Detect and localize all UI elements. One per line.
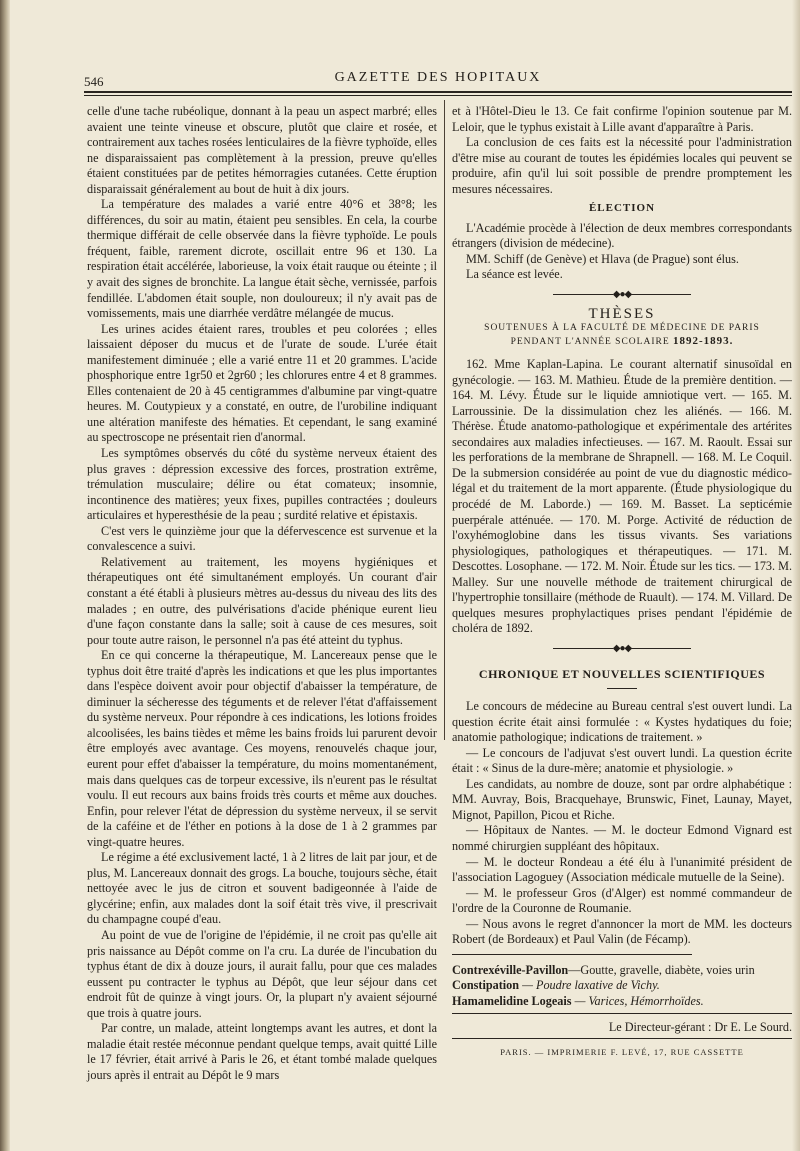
paragraph: Les urines acides étaient rares, troubles et peu colorées ; elles laissaient déposer du mucus et de l'urate de soude. L'urée était manifestement diminuée ; elle a varié entre 11 et 20 grammes. L'acide phosphorique entre 1gr50 et 2gr60 ; les chlorures entre 4 et 8 grammes. Elles contenaient de 20 à 45 centigrammes d'albumine par vingt-quatre heures. M. Coutурieux y a constaté, en outre, de l'urobiline indiquant une altération manifeste des hématies. Et cependant, le sang examiné au spectroscope ne présentait rien d'anormal.	[87, 321, 437, 445]
theses-title: THÈSES	[588, 305, 656, 322]
right-column	[452, 104, 792, 1061]
advertisements	[452, 963, 792, 1010]
paragraph: celle d'une tache rubéolique, donnant à la peau un aspect marbré; elles avaient une teinte vineuse et obscure, plutôt que claire et rosée, et contrairement aux taches rosées lenticulaires de la fièvre typhoïde, elles ne disparaissaient pas complètement à la pression, preuve qu'elles étaient constituées par de petites hémorragies cutanées. Cette éruption disparaissait généralement au bout de huit à dix jours.	[87, 104, 437, 196]
ad-name: Contrexéville-Pavillon	[452, 962, 569, 977]
ad-name: Hamamelidine Logeais	[452, 993, 572, 1008]
paragraph: — M. le professeur Gros (d'Alger) est nommé commandeur de l'ordre de la Couronne de Roumanie.	[452, 885, 792, 916]
paragraph: — Nous avons le regret d'annoncer la mort de MM. les docteurs Robert (de Bordeaux) et Paul Valin (de Fécamp).	[452, 916, 792, 947]
paragraph: Au point de vue de l'origine de l'épidémie, il ne croit pas qu'elle ait pris naissance au Dépôt comme on l'a cru. La durée de l'incubation du typhus étant de dix à douze jours, il aurait fallu, pour que ces malades eussent pu contracter le typhus au Dépôt, que leur séjour dans cet endroit fût de quinze à vingt jours. Or, la plupart n'y avaient séjourné que trois à quatre jours.	[87, 927, 437, 1020]
footer-rule	[452, 1013, 792, 1014]
paragraph: — M. le docteur Rondeau a été élu à l'unanimité président de l'association Lagoguey (Association médicale mutuelle de la Seine).	[452, 854, 792, 885]
title-rule	[607, 688, 637, 689]
director-rule	[452, 1038, 792, 1039]
paragraph: L'Académie procède à l'élection de deux membres correspondants étrangers (division de médecine).	[452, 220, 792, 251]
paragraph: Par contre, un malade, atteint longtemps avant les autres, et dont la maladie était restée méconnue pendant quelque temps, avait quitté Lille le 17 février, était arrivé à Paris le 26, et étant tombé malade quelques jours après il entrait au Dépôt le 9 mars	[87, 1021, 437, 1082]
paragraph: — Hôpitaux de Nantes. — M. le docteur Edmond Vignard est nommé chirurgien suppléant des hôpitaux.	[452, 823, 792, 853]
paragraph: Le régime a été exclusivement lacté, 1 à 2 litres de lait par jour, et de plus, M. Lancereaux donnait des grogs. La bouche, toujours sèche, était nettoyée avec le jus de citron et souvent badigeonnée à l'aide de glycérine; enfin, aux malades dont la soif était très vive, il prescrivait du champagne coupé d'eau.	[87, 850, 437, 927]
election-heading: ÉLECTION	[588, 202, 656, 215]
theses-subtitle-line2	[452, 335, 792, 349]
paragraph: La séance est levée.	[466, 267, 563, 282]
page-edge	[792, 0, 800, 1151]
ad-text: —Goutte, gravelle, diabète, voies urin	[568, 962, 755, 977]
theses-list: 162. Mme Kaplan-Lapina. Le courant alternatif sinusoïdal en gynécologie. — 163. M. Mathieu. Étude de la première dentition. — 164. M. Lévy. Étude sur le liquide amniotique vert. — 165. M. Larroussinie. De la dissimulation chez les aliénés. — 166. M. Thérèse. Étude anatomo-pathologique et expérimentale des artérites secondaires aux maladies infectieuses. — 167. M. Raoult. Essai sur les perforations de la membrane de Shrapnell. — 168. M. Le Coquil. De la submersion considérée au point de vue du diagnostic médico-légal et du traitement de la mort apparente. (Étude physiologique du procédé de M. Laborde.) — 169. M. Basset. La septicémie puerpérale atténuée. — 170. M. Porge. Activité de réduction de l'oxyhémoglobine dans les tissus vivants. Ses variations physiologiques, pathologiques et thérapeutiques. — 171. M. Descottes. Losophane. — 172. M. Noir. Étude sur les tics. — 173. M. Malley. Sur une nouvelle méthode de traitement chirurgical de l'hypertrophie tonsillaire (méthode de Ruault). — 174. M. Villard. De quelques mesures prophylactiques prises pendant l'épidémie de choléra de 1892.	[452, 357, 792, 636]
header-rule	[84, 91, 792, 93]
journal-title: GAZETTE DES HOPITAUX	[334, 70, 542, 85]
theses-subtitle-line1: SOUTENUES À LA FACULTÉ DE MÉDECINE DE PARIS	[484, 323, 760, 334]
director-signature: Le Directeur-gérant : Dr E. Le Sourd.	[608, 1020, 792, 1035]
paragraph: La température des malades a varié entre 40°6 et 38°8; les différences, du soir au matin, étaient peu sensibles. En cela, la courbe thermique différait de celle observée dans la fièvre typhoïde. Le pouls fréquent, faible, rarement dicrote, oscillait entre 96 et 130. La respiration était accélérée, laborieuse, la voix était rauque ou éteinte ; il y avait des signes de bronchite. La langue était sèche, vernissée, parfois fendillée. L'abdomen était souple, non douloureux; il n'y avait pas de vomissements, mais une diarrhée verdâtre mélangée de mucus.	[87, 197, 437, 321]
paragraph: La conclusion de ces faits est la nécessité pour l'administration d'être mise au courant de toutes les épidémies locales qui peuvent se produire, afin qu'il lui soit possible de prendre promptement les mesures nécessaires.	[452, 135, 792, 196]
header-rule-thin	[84, 95, 792, 96]
ad-text: — Poudre laxative de Vichy.	[519, 978, 660, 993]
paragraph: — Le concours de l'adjuvat s'est ouvert lundi. La question écrite était : « Sinus de la dure-mère; anatomie et physiologie. »	[452, 745, 792, 776]
page-header	[84, 70, 792, 92]
printer-imprint: PARIS. — IMPRIMERIE F. LEVÉ, 17, RUE CASSETTE	[500, 1046, 744, 1057]
paragraph: Relativement au traitement, les moyens hygiéniques et thérapeutiques ont été simultanément employés. Un courant d'air constant a été établi à plusieurs mètres au-dessus du niveau des lits des malades ; en outre, des pulvérisations d'acide phénique eurent lieu d'une façon constante dans la salle; soit à cause de ces mesures, soit pour toute autre raison, le personnel n'a pas été atteint du typhus.	[87, 554, 437, 647]
ads-rule	[452, 954, 692, 955]
page-number: 546	[84, 74, 104, 89]
paragraph: et à l'Hôtel-Dieu le 13. Ce fait confirme l'opinion soutenue par M. Leloir, que le typhus existait à Lille avant d'apparaître à Paris.	[452, 104, 792, 134]
binding-edge	[0, 0, 10, 1151]
theses-subtitle	[452, 322, 792, 349]
paragraph: Le concours de médecine au Bureau central s'est ouvert lundi. La question écrite était ainsi formulée : « Kystes hydatiques du foie; anatomie pathologique; indications de traitement. »	[452, 699, 792, 745]
left-column	[87, 104, 437, 1083]
ad-name: Constipation	[452, 978, 520, 993]
paragraph: Les candidats, au nombre de douze, sont par ordre alphabétique : MM. Auvray, Bois, Bracquehaye, Brunswic, Finet, Launay, Mayet, Mignot, Papillon, Picou et Riche.	[452, 776, 792, 822]
section-ornament: ◆●◆	[452, 641, 792, 657]
chronique-title: CHRONIQUE ET NOUVELLES SCIENTIFIQUES	[478, 666, 766, 681]
paragraph: Les symptômes observés du côté du système nerveux étaient des plus graves : dépression excessive des forces, prostration extrême, trémulation musculaire; délire ou état comateux; insomnie, incontinence des matières; yeux fixes, pupilles contractées ; douleurs articulaires et hyperesthésie de la peau ; surdité relative et épistaxis.	[87, 446, 437, 523]
theses-period: PENDANT L'ANNÉE SCOLAIRE	[510, 337, 670, 348]
ad-line	[452, 994, 792, 1010]
ad-line	[452, 963, 792, 979]
ad-text: — Varices, Hémorrhoïdes.	[571, 993, 704, 1008]
column-divider	[444, 100, 445, 740]
ad-line	[452, 978, 792, 994]
theses-years: 1892-1893.	[673, 335, 734, 348]
section-ornament: ◆●◆	[452, 287, 792, 303]
paragraph: C'est vers le quinzième jour que la défervescence est survenue et la convalescence a suivi.	[87, 523, 437, 554]
paragraph: MM. Schiff (de Genève) et Hlava (de Prague) sont élus.	[466, 251, 739, 266]
paragraph: En ce qui concerne la thérapeutique, M. Lancereaux pense que le typhus doit être traité d'après les indications et que les plus importantes dans l'espèce doivent avoir pour objectif d'abaisser la température, de diminuer la sécheresse des téguments et de relever l'état d'affaissement du système nerveux. Pour répondre à ces indications, les lotions froides alcoolisées, les bains tièdes et même les bains froids lui parurent devoir être employés avec avantage. Ces moyens, renouvelés chaque jour, eurent pour effet d'abaisser la température, du moins momentanément, mais dans quelques cas de torpeur excessive, ils n'eurent pas le résultat voulu. Il eut recours aux bains froids très courts et même aux douches. Enfin, pour relever l'état de dépression du système nerveux, il se servit de la caféine et de l'éther en potions à la dose de 1 à 2 grammes par vingt-quatre heures.	[87, 648, 437, 849]
